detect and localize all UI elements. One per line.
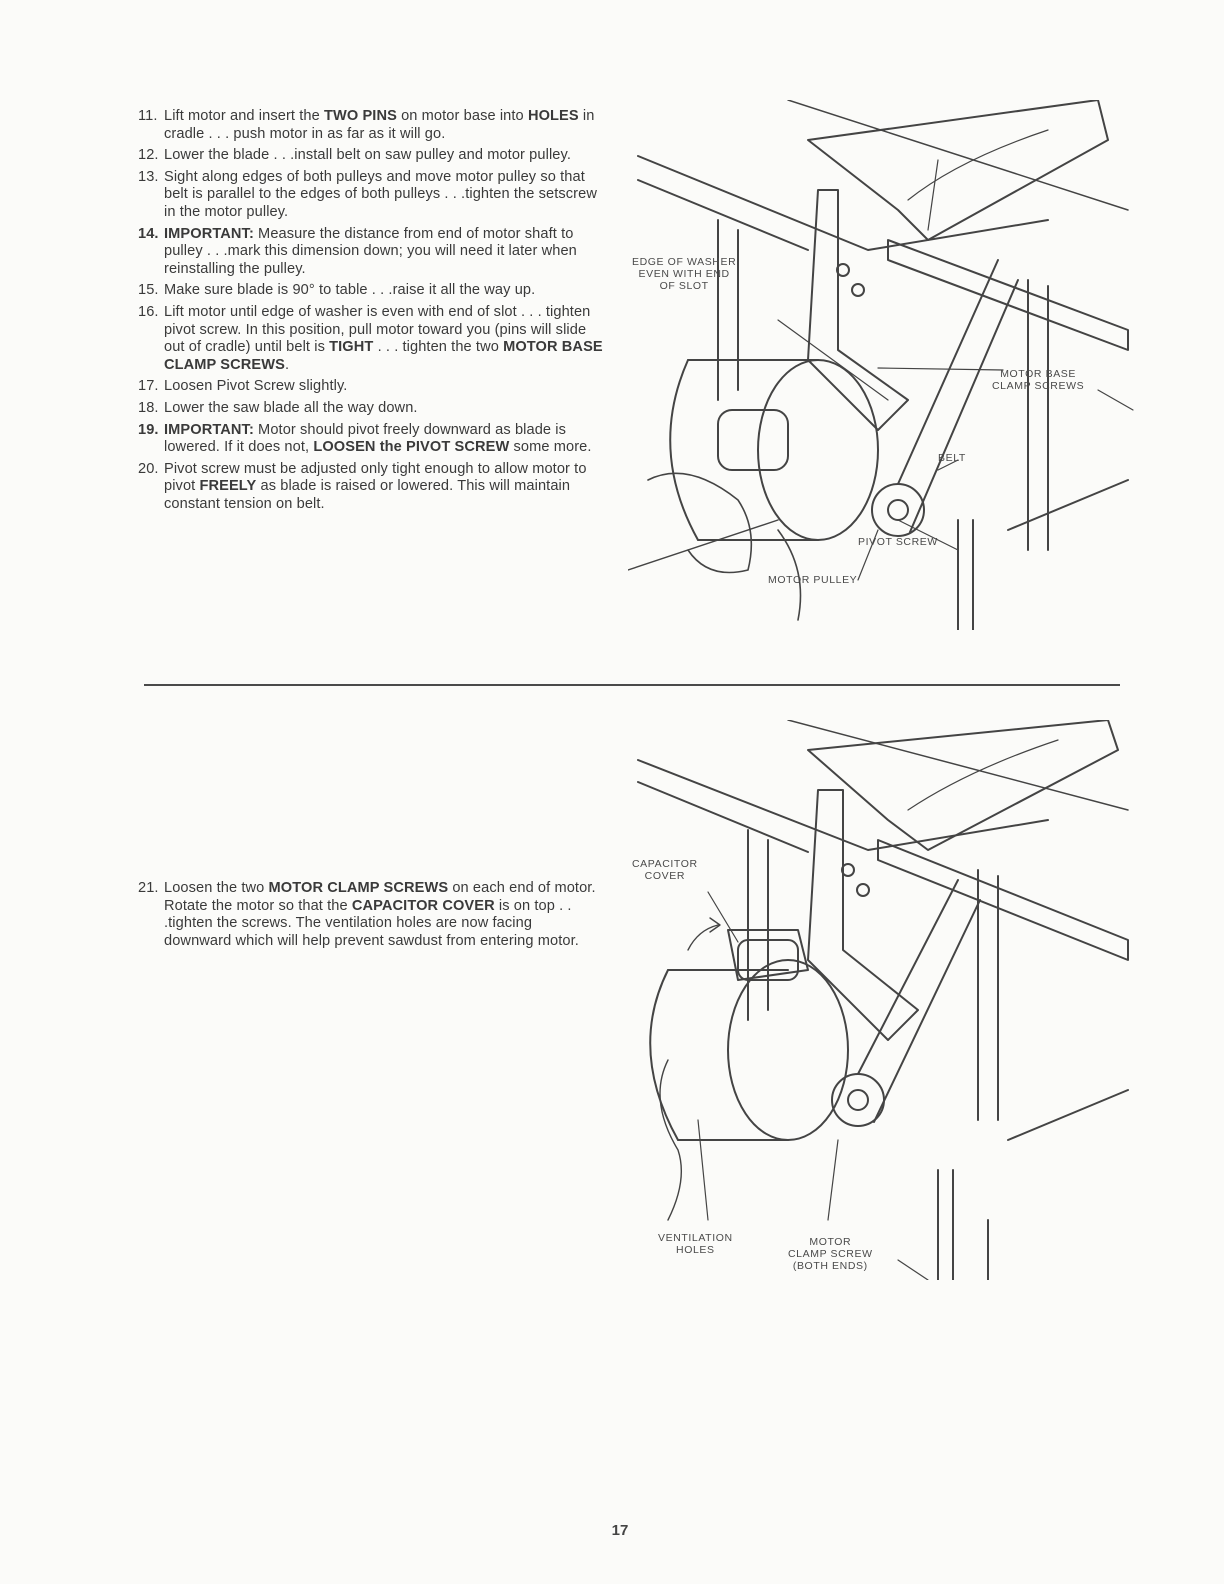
callout-capacitor-cover: CAPACITOR COVER <box>632 858 698 882</box>
step-number: 17. <box>138 378 159 395</box>
step-item: 12. Lower the blade . . .install belt on saw pulley and motor pulley. <box>138 147 571 164</box>
motor-belt-illustration <box>628 100 1138 630</box>
step-item: 14. IMPORTANT: Measure the distance from end of motor shaft to pulley . . .mark this dimension down; you will need it later when reinstalling the pulley. <box>138 225 577 277</box>
callout-motor-base-clamp-screws: MOTOR BASE CLAMP SCREWS <box>992 368 1085 392</box>
step-item: 19. IMPORTANT: Motor should pivot freely downward as blade is lowered. If it does not, LOOSEN the PIVOT SCREW some more. <box>138 421 592 456</box>
section-divider <box>144 684 1120 686</box>
step-number: 12. <box>138 147 159 164</box>
step-item: 15. Make sure blade is 90° to table . . .raise it all the way up. <box>138 282 536 299</box>
step-number: 14. <box>138 225 159 242</box>
step-item: 17. Loosen Pivot Screw slightly. <box>138 378 348 395</box>
step-number: 13. <box>138 168 159 185</box>
step-item: 18. Lower the saw blade all the way down. <box>138 399 418 416</box>
figure-capacitor-cover <box>628 720 1138 1280</box>
step-number: 15. <box>138 282 159 299</box>
step-number: 20. <box>138 460 159 477</box>
callout-motor-pulley: MOTOR PULLEY <box>768 574 858 586</box>
step-item: 13. Sight along edges of both pulleys and move motor pulley so that belt is parallel to the edges of both pulleys . . .tighten the setscrew in the motor pulley. <box>138 168 597 220</box>
step-number: 19. <box>138 421 159 438</box>
callout-pivot-screw: PIVOT SCREW <box>858 536 938 548</box>
figure-motor-belt <box>628 100 1138 630</box>
page-number: 17 <box>611 1522 629 1539</box>
step-number: 18. <box>138 399 159 416</box>
step-number: 21. <box>138 880 159 896</box>
callout-edge-of-washer: EDGE OF WASHER EVEN WITH END OF SLOT <box>632 256 737 292</box>
callout-belt: BELT <box>938 452 966 464</box>
steps-list-1 <box>138 108 606 517</box>
step-item: 16. Lift motor until edge of washer is even with end of slot . . . tighten pivot screw. In this position, pull motor toward you (pins will slide out of cradle) until belt is TIGHT . . . tighten the two MOTOR BASE CLAMP SCREWS. <box>138 303 603 373</box>
steps-list-2 <box>138 880 598 954</box>
step-number: 11. <box>138 108 158 124</box>
step-item: 21. Loosen the two MOTOR CLAMP SCREWS on each end of motor. Rotate the motor so that the CAPACITOR COVER is on top . . .tighten the screws. The ventilation holes are now facing downward which will help prevent sawdust from entering motor. <box>138 880 596 949</box>
step-number: 16. <box>138 303 159 320</box>
capacitor-cover-illustration <box>628 720 1138 1280</box>
callout-motor-clamp-screw: MOTOR CLAMP SCREW (BOTH ENDS) <box>788 1236 873 1272</box>
step-item: 20. Pivot screw must be adjusted only tight enough to allow motor to pivot FREELY as blade is raised or lowered. This will maintain constant tension on belt. <box>138 460 587 512</box>
step-item: 11. Lift motor and insert the TWO PINS on motor base into HOLES in cradle . . . push motor in as far as it will go. <box>138 108 595 142</box>
callout-ventilation-holes: VENTILATION HOLES <box>658 1232 733 1256</box>
